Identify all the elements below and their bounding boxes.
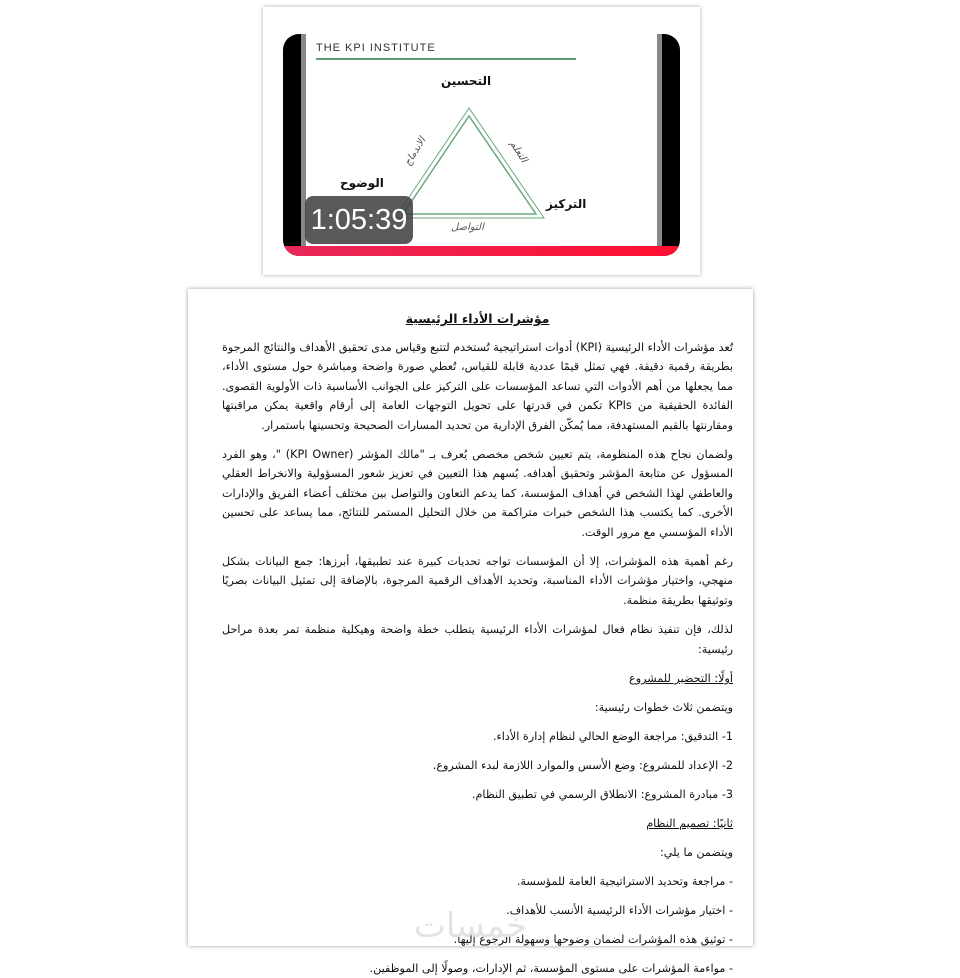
list-item: - مراجعة وتحديد الاستراتيجية العامة للمؤسسة. — [516, 875, 733, 889]
paragraph: تُعد مؤشرات الأداء الرئيسية (KPI) أدوات استراتيجية تُستخدم لتتبع وقياس مدى تحقيق الأهداف والنتائج المرجوة بطريقة رقمية دقيقة. فهي تمثل قيمًا عددية قابلة للقياس، تُعطي صورة واضحة ومباشرة حول مستوى الأداء، مما يجعلها من أهم الأدوات التي تساعد المؤسسات على التركيز على الجوانب الأساسية ذات الأولوية القصوى. الفائدة الحقيقية من KPIs تكمن في قدرتها على تحويل التوجهات العامة إلى أرقام واقعية يمكن مراقبتها ومقارنتها بالقيم المستهدفة، مما يُمكّن الفرق الإدارية من تحديد المسارات الصحيحة وتحسينها باستمرار. — [222, 341, 734, 432]
duration-badge: 1:05:39 — [305, 196, 413, 244]
video-thumbnail[interactable] — [283, 34, 680, 256]
document-page — [188, 289, 753, 976]
triangle-left-label: الوضوح — [340, 176, 384, 190]
triangle-top-label: التحسين — [441, 74, 492, 88]
list-item: - اختيار مؤشرات الأداء الرئيسية الأنسب للأهداف. — [506, 904, 733, 918]
triangle-edge-right: التعلم — [507, 138, 530, 165]
watermark-logo: خمسات — [413, 906, 528, 946]
document-title: مؤشرات الأداء الرئيسية — [405, 311, 550, 326]
triangle-right-label: التركيز — [546, 197, 587, 211]
list-item: 3- مبادرة المشروع: الانطلاق الرسمي في تطبيق النظام. — [471, 788, 733, 802]
section-intro: ويتضمن ما يلي: — [659, 846, 733, 860]
list-item: - توثيق هذه المؤشرات لضمان وضوحها وسهولة الرجوع إليها. — [453, 933, 733, 947]
progress-bar — [283, 246, 680, 256]
triangle-edge-left: الاندماج — [402, 135, 429, 168]
list-item: 2- الإعداد للمشروع: وضع الأسس والموارد اللازمة لبدء المشروع. — [432, 759, 733, 773]
paragraph: رغم أهمية هذه المؤشرات، إلا أن المؤسسات تواجه تحديات كبيرة عند تطبيقها، أبرزها: جمع البيانات بشكل منهجي، واختيار مؤشرات الأداء المناسبة، وتحديد الأهداف الرقمية المرجوة، بالإضافة إلى تمثيل البيانات بصريًا وتوثيقها بطريقة منظمة. — [222, 555, 733, 607]
paragraph: ولضمان نجاح هذه المنظومة، يتم تعيين شخص مخصص يُعرف بـ "مالك المؤشر (KPI Owner) "، وهو الفرد المسؤول عن متابعة المؤشر وتحقيق أهدافه. يُسهم هذا التعيين في تعزيز شعور المسؤولية والانخراط العقلي والعاطفي لهذا الشخص في أهداف المؤسسة، كما يدعم التعاون والتواصل بين مختلف أعضاء الفريق والإدارات الأخرى. كما يكتسب هذا الشخص خبرات متراكمة من خلال التحليل المستمر للنتائج، مما يساعد على تحسين الأداء المؤسسي مع مرور الوقت. — [222, 448, 734, 539]
triangle-edge-bottom: التواصل — [451, 222, 484, 233]
section-intro: ويتضمن ثلاث خطوات رئيسية: — [594, 701, 733, 715]
section-heading: أولًا: التحضير للمشروع — [629, 672, 733, 686]
list-item: - مواءمة المؤشرات على مستوى المؤسسة، ثم الإدارات، وصولًا إلى الموظفين. — [369, 962, 733, 976]
section-heading: ثانيًا: تصميم النظام — [646, 817, 733, 831]
video-thumbnail-card[interactable] — [263, 7, 700, 275]
paragraph: لذلك، فإن تنفيذ نظام فعال لمؤشرات الأداء الرئيسية يتطلب خطة واضحة وهيكلية منظمة تمر بعدة مراحل رئيسية: — [222, 623, 733, 656]
list-item: 1- التدقيق: مراجعة الوضع الحالي لنظام إدارة الأداء. — [492, 730, 733, 744]
slide-brand: THE KPI INSTITUTE — [316, 42, 436, 54]
